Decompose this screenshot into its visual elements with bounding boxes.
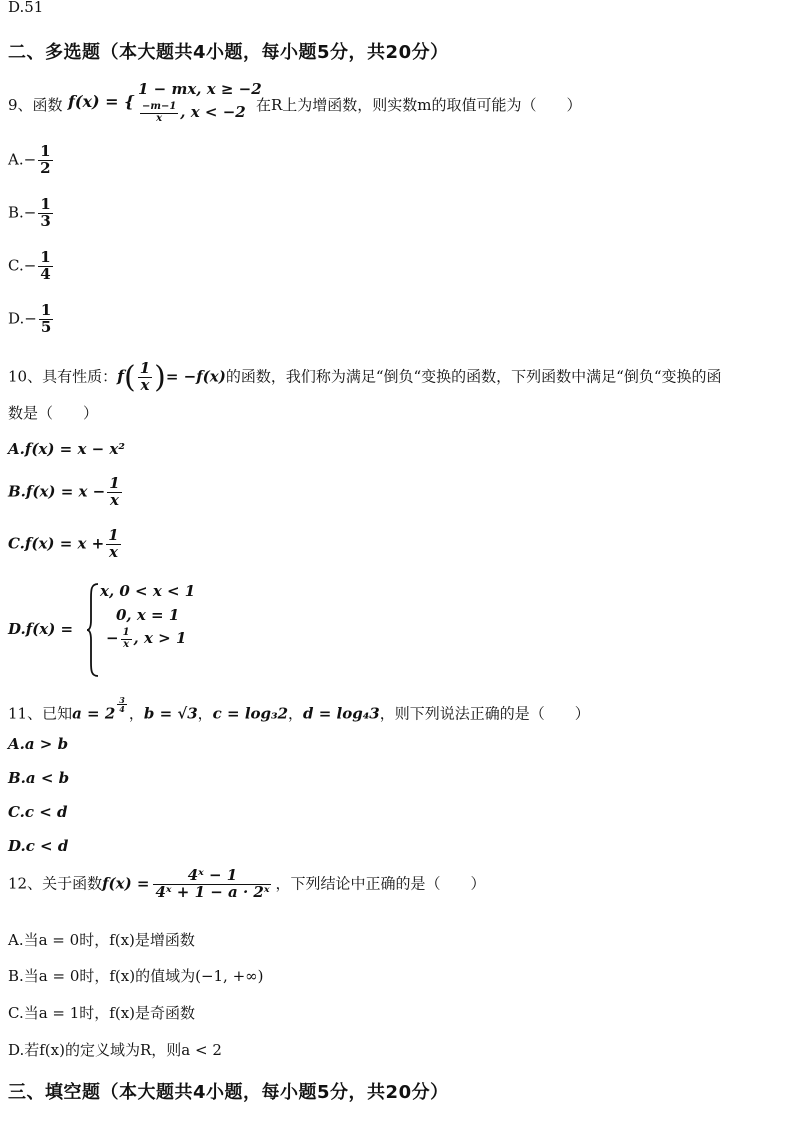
q10-d-piece-2: 0, x = 1: [116, 606, 180, 624]
q9-number: 9、函数: [8, 96, 63, 114]
question-10-continued: 数是（ ）: [8, 404, 99, 422]
section-title-multiple-choice: 二、多选题（本大题共4小题，每小题5分，共20分）: [8, 42, 449, 63]
question-12: 12、关于函数f(x) = $\frac{\text{4ˣ − 1}}{\text{4ˣ + 1 − a · 2ˣ}}$ ，下列结论中正确的是（ ）: [8, 866, 486, 901]
left-brace-icon: [86, 582, 100, 678]
q12-option-c: C.当a = 1时，f(x)是奇函数: [8, 1004, 196, 1022]
q10-d-piece-1: x, 0 < x < 1: [100, 582, 196, 600]
q9-piece-2: $\frac{-m-1}{x}$ , x < −2: [142, 101, 246, 124]
q9-option-d: D.− $\frac{1}{5}$: [8, 301, 52, 336]
q10-option-b: B.f(x) = x − $\frac{1}{x}$: [8, 474, 120, 509]
q10-option-d-label: D.f(x) =: [8, 620, 74, 638]
q11-option-a: A.a > b: [8, 735, 69, 753]
q11-option-c: C.c < d: [8, 803, 68, 821]
q12-option-a: A.当a = 0时，f(x)是增函数: [8, 931, 195, 949]
q12-option-b: B.当a = 0时，f(x)的值域为(−1, +∞): [8, 967, 264, 985]
q9-text: 在R上为增函数，则实数m的取值可能为（ ）: [256, 96, 582, 114]
section-title-fill-in: 三、填空题（本大题共4小题，每小题5分，共20分）: [8, 1082, 449, 1103]
q9-option-b: B.− $\frac{1}{3}$: [8, 195, 51, 230]
q9-function: f(x) = {: [68, 92, 135, 111]
q11-option-d: D.c < d: [8, 837, 69, 855]
q9-piece-1: 1 − mx, x ≥ −2: [138, 80, 262, 98]
question-11: 11、已知a = 2 $\frac{3}{4}$ ，b = √3，c = log₃2，d = log₄3，则下列说法正确的是（ ）: [8, 695, 590, 723]
q10-option-a: A.f(x) = x − x²: [8, 440, 125, 458]
q12-option-d: D.若f(x)的定义域为R，则a < 2: [8, 1041, 222, 1059]
q9-option-a: A.− $\frac{1}{2}$: [8, 142, 51, 177]
q10-d-piece-3: − $\frac{1}{x}$ , x > 1: [106, 627, 187, 650]
q10-option-c: C.f(x) = x + $\frac{1}{x}$: [8, 526, 119, 561]
question-10: 10、具有性质：f( $\frac{1}{x}$ )= −f(x)的函数，我们称为满足“倒负“变换的函数，下列函数中满足“倒负“变换的函: [8, 359, 722, 395]
q11-option-b: B.a < b: [8, 769, 70, 787]
previous-option-d: D.51: [8, 0, 44, 16]
q10-option-d: [8, 580, 268, 680]
q9-option-c: C.− $\frac{1}{4}$: [8, 248, 51, 283]
